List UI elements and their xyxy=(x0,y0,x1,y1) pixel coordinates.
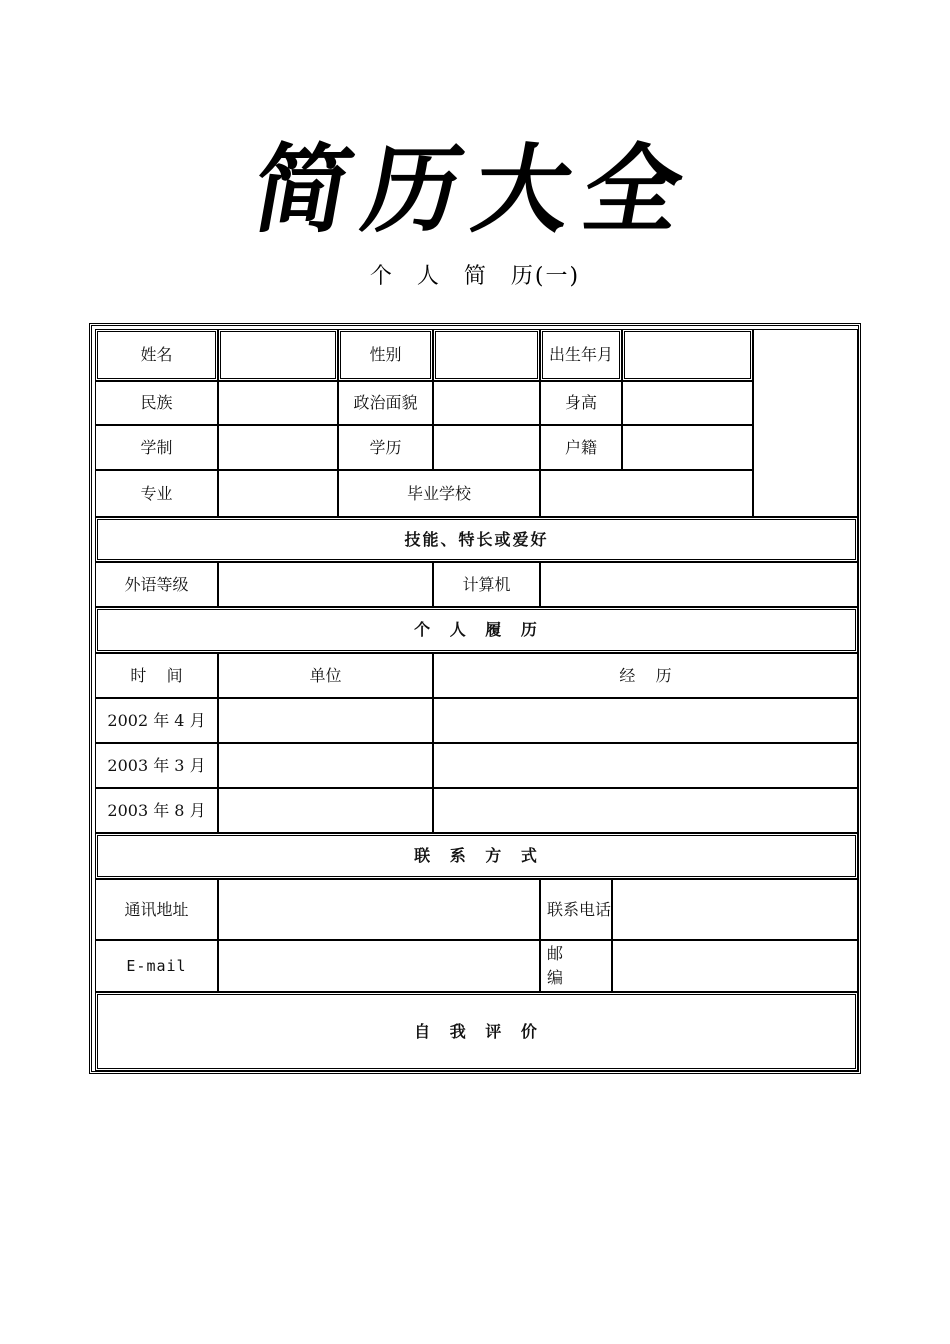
history-heading: 个 人 履 历 xyxy=(95,607,858,653)
gender-label: 性别 xyxy=(338,329,433,381)
history-row-unit[interactable] xyxy=(218,788,433,833)
language-label: 外语等级 xyxy=(95,562,218,607)
height-label: 身高 xyxy=(540,381,622,425)
hukou-label: 户籍 xyxy=(540,425,622,470)
history-row-time: 2002 年 4 月 xyxy=(95,698,218,743)
history-row-experience[interactable] xyxy=(433,788,858,833)
skills-heading: 技能、特长或爱好 xyxy=(95,517,858,562)
contact-heading: 联 系 方 式 xyxy=(95,833,858,879)
email-label: E-mail xyxy=(95,940,218,992)
schooling-label: 学制 xyxy=(95,425,218,470)
photo-box[interactable] xyxy=(753,329,858,517)
major-label: 专业 xyxy=(95,470,218,517)
phone-label: 联系电话 xyxy=(540,879,612,940)
school-label: 毕业学校 xyxy=(338,470,540,517)
zip-label: 邮编 xyxy=(540,940,612,992)
ethnicity-field[interactable] xyxy=(218,381,338,425)
self-evaluation-heading[interactable]: 自 我 评 价 xyxy=(95,992,858,1071)
name-field[interactable] xyxy=(218,329,338,381)
history-row-time: 2003 年 8 月 xyxy=(95,788,218,833)
resume-form xyxy=(89,323,861,1074)
history-row-time: 2003 年 3 月 xyxy=(95,743,218,788)
gender-field[interactable] xyxy=(433,329,540,381)
history-row-unit[interactable] xyxy=(218,743,433,788)
banner-title: 简历大全 xyxy=(245,133,706,246)
political-field[interactable] xyxy=(433,381,540,425)
schooling-field[interactable] xyxy=(218,425,338,470)
political-label: 政治面貌 xyxy=(338,381,433,425)
hukou-field[interactable] xyxy=(622,425,753,470)
computer-field[interactable] xyxy=(540,562,858,607)
history-col-experience: 经 历 xyxy=(433,653,858,698)
ethnicity-label: 民族 xyxy=(95,381,218,425)
major-field[interactable] xyxy=(218,470,338,517)
address-field[interactable] xyxy=(218,879,540,940)
history-row-unit[interactable] xyxy=(218,698,433,743)
zip-field[interactable] xyxy=(612,940,858,992)
computer-label: 计算机 xyxy=(433,562,540,607)
school-field[interactable] xyxy=(540,470,753,517)
education-label: 学历 xyxy=(338,425,433,470)
birth-label: 出生年月 xyxy=(540,329,622,381)
birth-field[interactable] xyxy=(622,329,753,381)
height-field[interactable] xyxy=(622,381,753,425)
email-field[interactable] xyxy=(218,940,540,992)
phone-field[interactable] xyxy=(612,879,858,940)
history-row-experience[interactable] xyxy=(433,698,858,743)
history-col-time: 时 间 xyxy=(95,653,218,698)
education-field[interactable] xyxy=(433,425,540,470)
address-label: 通讯地址 xyxy=(95,879,218,940)
language-field[interactable] xyxy=(218,562,433,607)
history-row-experience[interactable] xyxy=(433,743,858,788)
page-title: 个 人 简 历(一) xyxy=(369,264,581,289)
name-label: 姓名 xyxy=(95,329,218,381)
history-col-unit: 单位 xyxy=(218,653,433,698)
